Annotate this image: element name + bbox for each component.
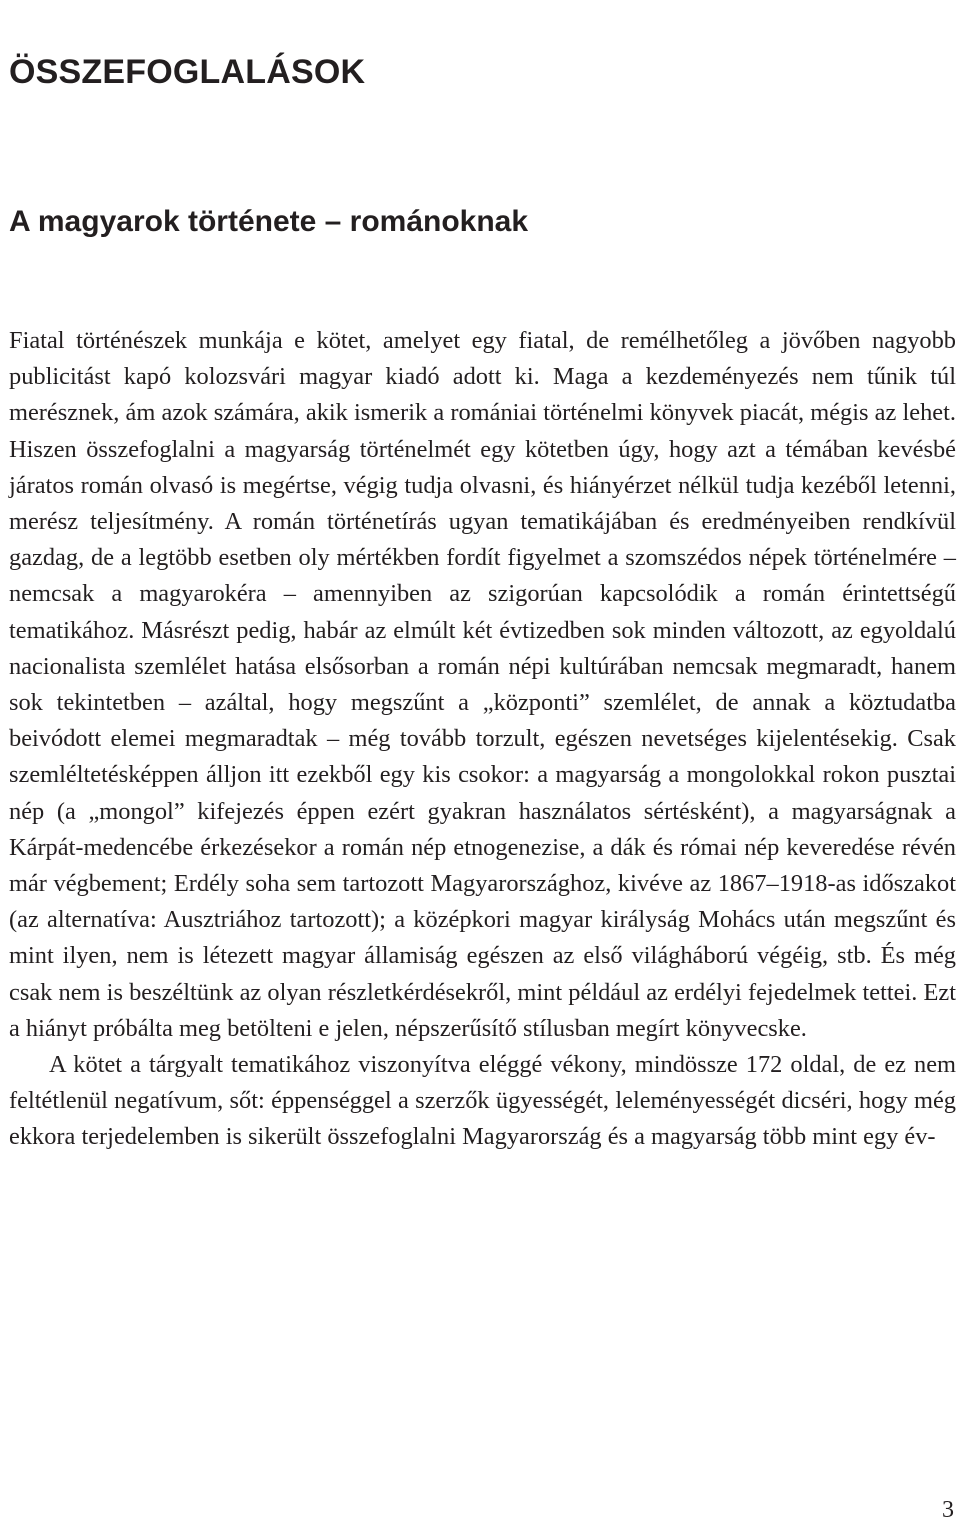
article-title: A magyarok története – románoknak bbox=[9, 205, 529, 238]
paragraph-1: Fiatal történészek munkája e kötet, amelyet egy fiatal, de remélhetőleg a jövőben nagyobb publicitást kapó kolozsvári magyar kiadó adott ki. Maga a kezdeményezés nem tűnik túl merésznek, ám azok számára, akik ismerik a romániai történelmi könyvek piacát, mégis az lehet. Hiszen összefoglalni a magyarság történelmét egy kötetben úgy, hogy azt a témában kevésbé járatos román olvasó is megértse, végig tudja olvasni, és hiányérzet nélkül tudja kezéből letenni, merész teljesítmény. A román történetírás ugyan tematikájában és eredményeiben rendkívül gazdag, de a legtöbb esetben oly mértékben fordít figyelmet a szomszédos népek történelmére – nemcsak a magyarokéra – amennyiben az szigorúan kapcsolódik a román érintettségű tematikához. Másrészt pedig, habár az elmúlt két évtizedben sok minden változott, az egyoldalú nacionalista szemlélet hatása elsősorban a román népi kultúrában nemcsak megmaradt, hanem sok tekintetben – azáltal, hogy megszűnt a „központi” szemlélet, de annak a köztudatba beivódott elemei megmaradtak – még tovább torzult, egészen nevetséges kijelentésekig. Csak szemléltetésképpen álljon itt ezekből egy kis csokor: a magyarság a mongolokkal rokon pusztai nép (a „mongol” kifejezés éppen ezért gyakran használatos sértésként), a magyarságnak a Kárpát-medencébe érkezésekor a román nép etnogenezise, a dák és római nép keveredése révén már végbement; Erdély soha sem tartozott Magyarországhoz, kivéve az 1867–1918-as időszakot (az alternatíva: Ausztriához tartozott); a középkori magyar királyság Mohács után megszűnt és mint ilyen, nem is létezett magyar államiság egészen az első világháború végéig, stb. És még csak nem is beszéltünk az olyan részletkérdésekről, mint például az erdélyi fejedelmek tettei. Ezt a hiányt próbálta meg betölteni e jelen, népszerűsítő stílusban megírt könyvecske. bbox=[9, 327, 956, 1042]
paragraph-2: A kötet a tárgyalt tematikához viszonyítva eléggé vékony, mindössze 172 oldal, de ez nem feltétlenül negatívum, sőt: éppenséggel a szerzők ügyességét, leleményességét dicséri, hogy még ekkora terjedelemben is sikerült összefoglalni Magyarország és a magyarság több mint egy év- bbox=[9, 1051, 956, 1151]
section-heading: ÖSSZEFOGLALÁSOK bbox=[9, 53, 366, 91]
page-number: 3 bbox=[942, 1497, 954, 1523]
article-body bbox=[9, 323, 956, 1156]
